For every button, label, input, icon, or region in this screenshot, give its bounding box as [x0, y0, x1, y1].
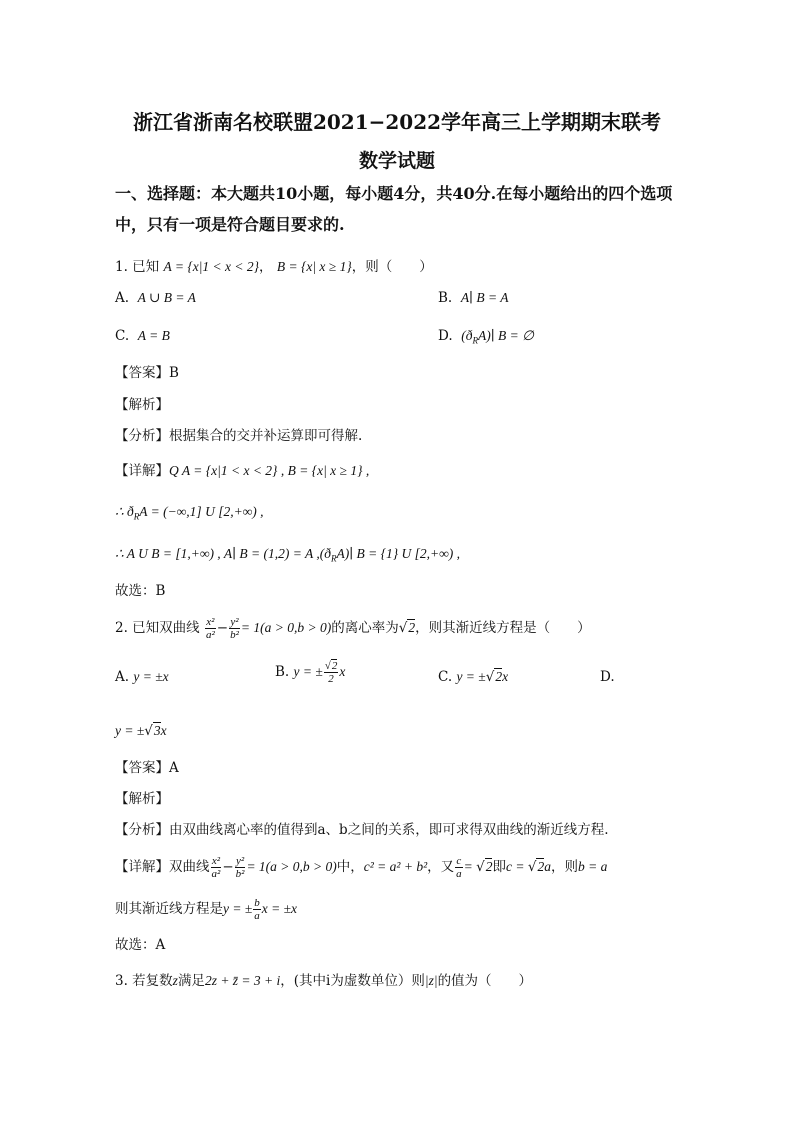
- q1-setA: A = {x|1 < x < 2}: [163, 259, 260, 274]
- q1-suffix: ，则（ ）: [351, 259, 433, 275]
- q2-option-a: A. y = ±x: [115, 669, 169, 685]
- page-title: 浙江省浙南名校联盟2021−2022学年高三上学期期末联考: [132, 110, 662, 134]
- q1-option-b-label: B.: [438, 290, 453, 306]
- q2-stem: 2. 已知双曲线 $\frac{\text{x²}}{\text{a²}}$ − $\frac{\text{y²}}{\text{b²}}$ = 1(a > 0,b > 0)的离心率为√2，则其渐近线方程是（ ）: [115, 616, 591, 641]
- q2-detail-1: 【详解】双曲线 $\frac{\text{x²}}{\text{a²}}$ − $\frac{\text{y²}}{\text{b²}}$ = 1(a > 0,b > 0)中，c² = a² + b²，又 $\frac{c}{a}$ = √2即c = √2a，则b = a: [115, 855, 608, 880]
- q1-option-d: [438, 328, 534, 346]
- q1-prefix: 1. 已知: [115, 259, 160, 275]
- q1-stem: [115, 258, 433, 276]
- q1-detail-tag: 【详解】: [115, 463, 169, 479]
- q1-option-c-text: A = B: [137, 328, 170, 343]
- q1-detail-1-text: Q A = {x|1 < x < 2} , B = {x| x ≥ 1} ,: [169, 463, 370, 478]
- q1-answer-tag: 【答案】: [115, 365, 169, 381]
- q1-detail-2: ∴ $ð_RA = (-\infty,1]$ U [2,+∞) ,: [115, 504, 264, 522]
- q1-option-c-label: C.: [115, 328, 130, 344]
- q1-option-b: [438, 290, 508, 306]
- q1-option-b-text: A∣ B = A: [460, 290, 509, 305]
- q2-option-d: y = ±√3x: [115, 723, 167, 739]
- q2-frac-y: $\frac{\text{y²}}{\text{b²}}$: [230, 616, 239, 641]
- q2-analysis-tag: 【解析】: [115, 791, 169, 807]
- q2-fenxi: 【分析】由双曲线离心率的值得到a、b之间的关系，即可求得双曲线的渐近线方程.: [115, 822, 609, 838]
- q2-detail-2: 则其渐近线方程是y = ± $\frac{b}{a}$ x = ±x: [115, 897, 298, 922]
- q1-fenxi-tag: 【分析】: [115, 428, 169, 444]
- q1-option-a-text: A ∪ B = A: [137, 290, 196, 305]
- q2-option-d-label: D.: [600, 669, 615, 685]
- q1-fenxi: [115, 427, 362, 445]
- q1-setB: B = {x| x ≥ 1}: [276, 259, 352, 274]
- page-subtitle: 数学试题: [358, 150, 435, 172]
- q2-frac-x: $\frac{\text{x²}}{\text{a²}}$: [205, 616, 215, 641]
- q1-option-d-label: D.: [438, 328, 453, 344]
- q1-detail-1: [115, 462, 369, 480]
- q1-option-a: [115, 290, 196, 306]
- q1-sep: ，: [259, 259, 273, 275]
- q2-answer: 【答案】A: [115, 760, 179, 776]
- section-heading-line2: 中，只有一项是符合题目要求的.: [115, 215, 345, 234]
- q2-option-b: B. y = ± $\frac{√2}{2}$ x: [275, 660, 346, 685]
- q1-answer: [115, 364, 179, 382]
- q2-optB-frac: $\frac{√2}{2}$: [324, 660, 338, 685]
- q1-option-d-text: $(ð_RA)∣$ B = ∅: [461, 328, 534, 346]
- q1-analysis-tag: 【解析】: [115, 397, 169, 413]
- q1-fenxi-text: 根据集合的交并补运算即可得解.: [169, 428, 363, 444]
- q1-answer-value: B: [169, 365, 179, 381]
- section-heading-line1: 一、选择题：本大题共10小题，每小题4分，共40分.在每小题给出的四个选项: [115, 184, 673, 203]
- q2-option-c: C. y = ±√2x: [438, 669, 509, 685]
- q2-choose: 故选：A: [115, 937, 166, 953]
- q1-option-c: [115, 328, 170, 344]
- q1-detail-3: ∴ A U B = [1,+∞) , A∣ B = (1,2) = A $,(ð_RA)∣$ B = {1} U [2,+∞) ,: [115, 546, 461, 564]
- q1-choose: 故选：B: [115, 583, 166, 599]
- q3-stem: 3. 若复数z满足2z + z̄ = 3 + i，(其中i为虚数单位）则|z|的值为（ ）: [115, 973, 533, 989]
- q1-option-a-label: A.: [115, 290, 130, 306]
